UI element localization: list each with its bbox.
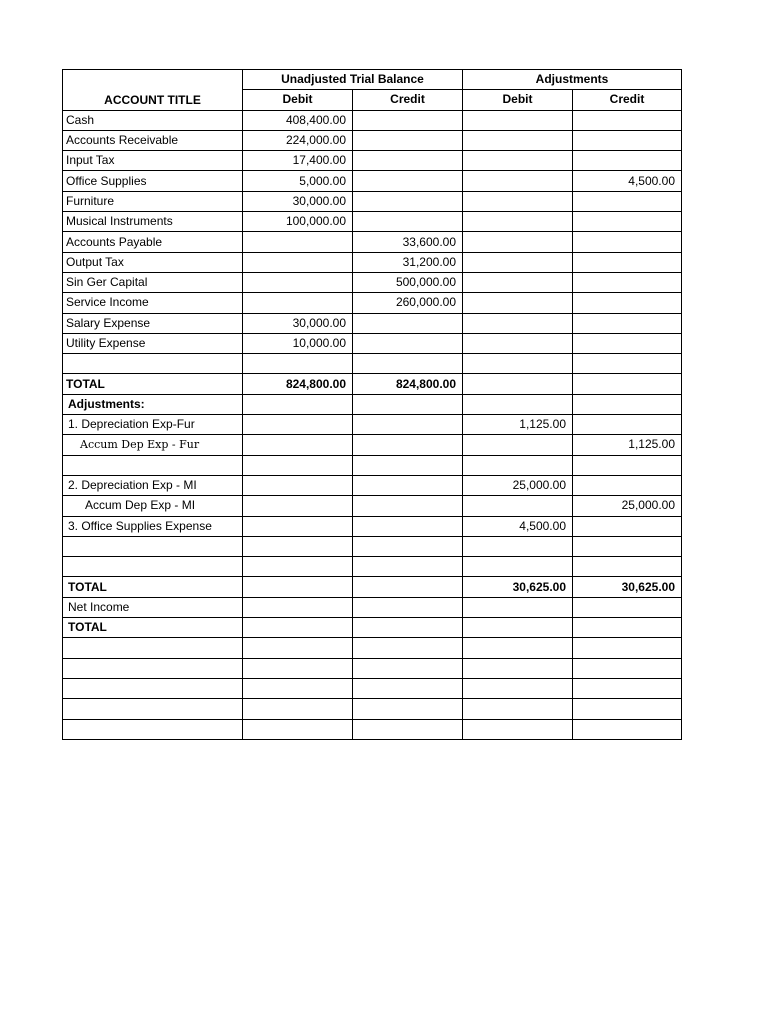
account-title-header: ACCOUNT TITLE: [63, 70, 243, 111]
table-row: [63, 394, 682, 414]
table-row: [63, 415, 682, 435]
table-row: [63, 577, 682, 597]
tb-dr-cell: 5,000.00: [243, 171, 353, 191]
adj-cr-cell: [573, 333, 682, 353]
adj-dr-cell: [463, 191, 573, 211]
account-title-cell: Input Tax: [63, 151, 243, 171]
tb-dr-cell: [243, 272, 353, 292]
tb-dr-cell: 100,000.00: [243, 212, 353, 232]
tb-cr-cell: [353, 475, 463, 495]
account-title-cell: [63, 557, 243, 577]
tb-cr-cell: [353, 130, 463, 150]
account-title-cell: [63, 658, 243, 678]
adj-dr-cell: [463, 638, 573, 658]
adj-cr-cell: [573, 699, 682, 719]
account-title-cell: 1. Depreciation Exp-Fur: [63, 415, 243, 435]
account-title-cell: Cash: [63, 110, 243, 130]
adj-dr-cell: [463, 171, 573, 191]
tb-dr-cell: 824,800.00: [243, 374, 353, 394]
tb-dr-cell: [243, 658, 353, 678]
adj-dr-cell: [463, 455, 573, 475]
table-row: [63, 374, 682, 394]
account-title-cell: [63, 536, 243, 556]
table-row: [63, 435, 682, 455]
tb-cr-cell: [353, 455, 463, 475]
tb-dr-cell: [243, 293, 353, 313]
tb-dr-cell: 408,400.00: [243, 110, 353, 130]
adj-dr-cell: [463, 557, 573, 577]
adj-dr-cell: [463, 130, 573, 150]
adj-cr-cell: [573, 455, 682, 475]
adj-cr-cell: [573, 415, 682, 435]
table-row: [63, 455, 682, 475]
adj-cr-cell: [573, 191, 682, 211]
adj-cr-cell: [573, 658, 682, 678]
account-title-cell: [63, 678, 243, 698]
adj-dr-cell: [463, 313, 573, 333]
header-row-groups: [63, 70, 682, 90]
tb-dr-cell: 30,000.00: [243, 313, 353, 333]
account-title-cell: TOTAL: [63, 618, 243, 638]
account-title-cell: [63, 455, 243, 475]
adj-cr-cell: [573, 557, 682, 577]
tb-cr-cell: [353, 719, 463, 739]
adj-cr-cell: 30,625.00: [573, 577, 682, 597]
tb-cr-cell: [353, 516, 463, 536]
table-row: [63, 658, 682, 678]
table-row: [63, 516, 682, 536]
tb-cr-cell: [353, 435, 463, 455]
tb-cr-cell: [353, 597, 463, 617]
adj-cr-cell: [573, 151, 682, 171]
adj-cr-cell: [573, 475, 682, 495]
adj-credit-header: Credit: [573, 90, 682, 110]
table-row: [63, 293, 682, 313]
table-row: [63, 354, 682, 374]
unadjusted-trial-balance-header: Unadjusted Trial Balance: [243, 70, 463, 90]
tb-cr-cell: 260,000.00: [353, 293, 463, 313]
tb-cr-cell: 31,200.00: [353, 252, 463, 272]
adj-cr-cell: [573, 374, 682, 394]
adj-dr-cell: [463, 536, 573, 556]
tb-cr-cell: [353, 658, 463, 678]
adj-cr-cell: 25,000.00: [573, 496, 682, 516]
table-row: [63, 191, 682, 211]
adjustments-header: Adjustments: [463, 70, 682, 90]
table-row: [63, 597, 682, 617]
adj-dr-cell: [463, 212, 573, 232]
table-row: [63, 475, 682, 495]
tb-cr-cell: [353, 536, 463, 556]
adj-dr-cell: 30,625.00: [463, 577, 573, 597]
table-row: [63, 130, 682, 150]
adj-dr-cell: [463, 678, 573, 698]
adj-dr-cell: 4,500.00: [463, 516, 573, 536]
adj-cr-cell: [573, 597, 682, 617]
tb-cr-cell: [353, 678, 463, 698]
tb-dr-cell: 224,000.00: [243, 130, 353, 150]
adj-debit-header: Debit: [463, 90, 573, 110]
tb-dr-cell: [243, 638, 353, 658]
account-title-cell: Accum Dep Exp - MI: [63, 496, 243, 516]
table-row: [63, 171, 682, 191]
tb-cr-cell: [353, 212, 463, 232]
tb-dr-cell: 10,000.00: [243, 333, 353, 353]
tb-debit-header: Debit: [243, 90, 353, 110]
table-body: [63, 110, 682, 739]
adj-dr-cell: [463, 354, 573, 374]
adj-dr-cell: 1,125.00: [463, 415, 573, 435]
account-title-cell: [63, 638, 243, 658]
tb-dr-cell: [243, 394, 353, 414]
tb-cr-cell: [353, 191, 463, 211]
adj-dr-cell: [463, 597, 573, 617]
tb-cr-cell: [353, 313, 463, 333]
tb-cr-cell: [353, 618, 463, 638]
adj-cr-cell: [573, 252, 682, 272]
adj-cr-cell: [573, 536, 682, 556]
account-title-cell: 3. Office Supplies Expense: [63, 516, 243, 536]
tb-cr-cell: [353, 151, 463, 171]
account-title-cell: Net Income: [63, 597, 243, 617]
adj-dr-cell: [463, 293, 573, 313]
tb-dr-cell: [243, 699, 353, 719]
tb-dr-cell: [243, 618, 353, 638]
adj-dr-cell: [463, 252, 573, 272]
account-title-cell: Musical Instruments: [63, 212, 243, 232]
adj-cr-cell: [573, 212, 682, 232]
adj-dr-cell: [463, 435, 573, 455]
table-row: [63, 618, 682, 638]
tb-dr-cell: [243, 354, 353, 374]
tb-dr-cell: [243, 536, 353, 556]
tb-dr-cell: [243, 475, 353, 495]
account-title-cell: [63, 699, 243, 719]
account-title-cell: Service Income: [63, 293, 243, 313]
account-title-cell: Output Tax: [63, 252, 243, 272]
adj-cr-cell: [573, 110, 682, 130]
adj-dr-cell: 25,000.00: [463, 475, 573, 495]
tb-cr-cell: 33,600.00: [353, 232, 463, 252]
adj-cr-cell: [573, 618, 682, 638]
tb-dr-cell: [243, 232, 353, 252]
table-row: [63, 252, 682, 272]
table-row: [63, 496, 682, 516]
table-row: [63, 110, 682, 130]
table-row: [63, 699, 682, 719]
tb-dr-cell: [243, 577, 353, 597]
adj-cr-cell: [573, 719, 682, 739]
adj-dr-cell: [463, 374, 573, 394]
table-row: [63, 333, 682, 353]
account-title-cell: Furniture: [63, 191, 243, 211]
tb-cr-cell: [353, 557, 463, 577]
account-title-cell: TOTAL: [63, 374, 243, 394]
table-row: [63, 536, 682, 556]
tb-cr-cell: [353, 333, 463, 353]
adj-dr-cell: [463, 618, 573, 638]
tb-cr-cell: [353, 110, 463, 130]
table-row: [63, 232, 682, 252]
account-title-cell: Salary Expense: [63, 313, 243, 333]
table-row: [63, 272, 682, 292]
table-row: [63, 719, 682, 739]
adj-dr-cell: [463, 333, 573, 353]
adj-dr-cell: [463, 151, 573, 171]
adj-cr-cell: [573, 516, 682, 536]
adj-cr-cell: [573, 313, 682, 333]
tb-dr-cell: [243, 557, 353, 577]
adj-cr-cell: [573, 272, 682, 292]
account-title-cell: Utility Expense: [63, 333, 243, 353]
table-row: [63, 638, 682, 658]
tb-cr-cell: [353, 354, 463, 374]
tb-dr-cell: [243, 516, 353, 536]
account-title-cell: Accum Dep Exp - Fur: [63, 435, 243, 455]
tb-dr-cell: [243, 252, 353, 272]
tb-dr-cell: 17,400.00: [243, 151, 353, 171]
tb-dr-cell: [243, 597, 353, 617]
tb-cr-cell: 500,000.00: [353, 272, 463, 292]
tb-cr-cell: [353, 496, 463, 516]
adj-cr-cell: [573, 293, 682, 313]
adj-dr-cell: [463, 496, 573, 516]
adj-dr-cell: [463, 699, 573, 719]
tb-dr-cell: [243, 719, 353, 739]
tb-cr-cell: [353, 638, 463, 658]
adj-dr-cell: [463, 232, 573, 252]
table-row: [63, 557, 682, 577]
adj-cr-cell: [573, 354, 682, 374]
tb-dr-cell: [243, 415, 353, 435]
tb-dr-cell: [243, 678, 353, 698]
tb-dr-cell: [243, 455, 353, 475]
table-row: [63, 313, 682, 333]
tb-cr-cell: 824,800.00: [353, 374, 463, 394]
tb-cr-cell: [353, 171, 463, 191]
adj-dr-cell: [463, 719, 573, 739]
account-title-cell: Adjustments:: [63, 394, 243, 414]
account-title-cell: [63, 719, 243, 739]
tb-cr-cell: [353, 577, 463, 597]
tb-dr-cell: [243, 435, 353, 455]
account-title-cell: Office Supplies: [63, 171, 243, 191]
tb-credit-header: Credit: [353, 90, 463, 110]
tb-cr-cell: [353, 394, 463, 414]
adj-dr-cell: [463, 394, 573, 414]
tb-cr-cell: [353, 699, 463, 719]
adj-cr-cell: [573, 638, 682, 658]
account-title-cell: TOTAL: [63, 577, 243, 597]
account-title-cell: Sin Ger Capital: [63, 272, 243, 292]
adj-cr-cell: 1,125.00: [573, 435, 682, 455]
account-title-cell: Accounts Receivable: [63, 130, 243, 150]
tb-cr-cell: [353, 415, 463, 435]
table-row: [63, 212, 682, 232]
worksheet-table: [62, 69, 682, 740]
adj-cr-cell: [573, 130, 682, 150]
tb-dr-cell: 30,000.00: [243, 191, 353, 211]
table-row: [63, 151, 682, 171]
tb-dr-cell: [243, 496, 353, 516]
adj-dr-cell: [463, 110, 573, 130]
adj-cr-cell: 4,500.00: [573, 171, 682, 191]
adj-cr-cell: [573, 394, 682, 414]
account-title-cell: 2. Depreciation Exp - MI: [63, 475, 243, 495]
adj-cr-cell: [573, 232, 682, 252]
account-title-cell: Accounts Payable: [63, 232, 243, 252]
adj-dr-cell: [463, 658, 573, 678]
adj-cr-cell: [573, 678, 682, 698]
adj-dr-cell: [463, 272, 573, 292]
table-row: [63, 678, 682, 698]
account-title-cell: [63, 354, 243, 374]
